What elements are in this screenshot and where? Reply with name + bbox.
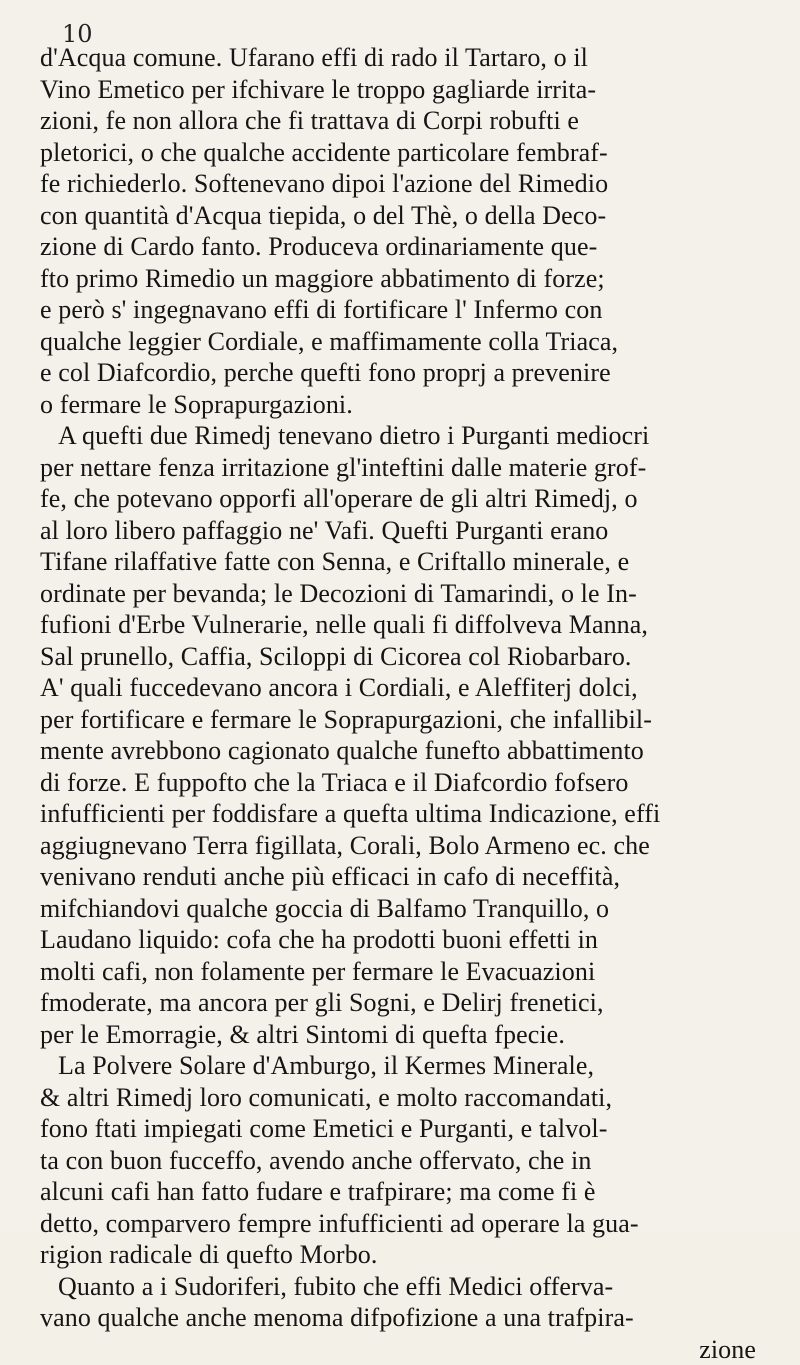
paragraph-start-line: A quefti due Rimedj tenevano dietro i Purganti mediocri (40, 420, 782, 452)
text-line: zione di Cardo fanto. Produceva ordinariamente que- (40, 231, 782, 263)
text-line: e però s' ingegnavano effi di fortificare l' Infermo con (40, 294, 782, 326)
text-line: per fortificare e fermare le Soprapurgazioni, che infallibil- (40, 704, 782, 736)
text-line: ta con buon fucceffo, avendo anche offervato, che in (40, 1145, 782, 1177)
text-line: Laudano liquido: cofa che ha prodotti buoni effetti in (40, 924, 782, 956)
text-line: o fermare le Soprapurgazioni. (40, 389, 782, 421)
text-line: fe, che potevano opporfi all'operare de gli altri Rimedj, o (40, 483, 782, 515)
text-line: fufioni d'Erbe Vulnerarie, nelle quali fi diffolveva Manna, (40, 609, 782, 641)
text-line: venivano renduti anche più efficaci in cafo di neceffità, (40, 861, 782, 893)
text-line: fono ftati impiegati come Emetici e Purganti, e talvol- (40, 1113, 782, 1145)
text-line: per nettare fenza irritazione gl'inteftini dalle materie grof- (40, 452, 782, 484)
text-line: zioni, fe non allora che fi trattava di Corpi robufti e (40, 105, 782, 137)
text-line: molti cafi, non folamente per fermare le Evacuazioni (40, 956, 782, 988)
paragraph-start-line: Quanto a i Sudoriferi, fubito che effi Medici offerva- (40, 1271, 782, 1303)
text-line: rigion radicale di quefto Morbo. (40, 1239, 782, 1271)
text-line: per le Emorragie, & altri Sintomi di quefta fpecie. (40, 1019, 782, 1051)
text-line: pletorici, o che qualche accidente particolare fembraf- (40, 137, 782, 169)
body-text (40, 42, 782, 1365)
text-line: e col Diafcordio, perche quefti fono proprj a prevenire (40, 357, 782, 389)
text-line: A' quali fuccedevano ancora i Cordiali, e Aleffiterj dolci, (40, 672, 782, 704)
text-line: Vino Emetico per ifchivare le troppo gagliarde irrita- (40, 74, 782, 106)
text-line: & altri Rimedj loro comunicati, e molto raccomandati, (40, 1082, 782, 1114)
text-line: Tifane rilaffative fatte con Senna, e Criftallo minerale, e (40, 546, 782, 578)
text-line: aggiugnevano Terra figillata, Corali, Bolo Armeno ec. che (40, 830, 782, 862)
paragraph-start-line: La Polvere Solare d'Amburgo, il Kermes Minerale, (40, 1050, 782, 1082)
text-line: con quantità d'Acqua tiepida, o del Thè, o della Deco- (40, 200, 782, 232)
text-line: detto, comparvero fempre infufficienti ad operare la gua- (40, 1208, 782, 1240)
text-line: infufficienti per foddisfare a quefta ultima Indicazione, effi (40, 798, 782, 830)
text-line: d'Acqua comune. Ufarano effi di rado il Tartaro, o il (40, 42, 782, 74)
text-line: vano qualche anche menoma difpofizione a una trafpira- (40, 1302, 782, 1334)
text-line: fe richiederlo. Softenevano dipoi l'azione del Rimedio (40, 168, 782, 200)
text-line: fto primo Rimedio un maggiore abbatimento di forze; (40, 263, 782, 295)
text-line: Sal prunello, Caffia, Sciloppi di Cicorea col Riobarbaro. (40, 641, 782, 673)
text-line: qualche leggier Cordiale, e maffimamente colla Triaca, (40, 326, 782, 358)
text-line: al loro libero paffaggio ne' Vafi. Quefti Purganti erano (40, 515, 782, 547)
text-line: fmoderate, ma ancora per gli Sogni, e Delirj frenetici, (40, 987, 782, 1019)
text-line: mente avrebbono cagionato qualche funefto abbattimento (40, 735, 782, 767)
text-line: alcuni cafi han fatto fudare e trafpirare; ma come fi è (40, 1176, 782, 1208)
text-line: ordinate per bevanda; le Decozioni di Tamarindi, o le In- (40, 578, 782, 610)
page-number: 10 (62, 22, 93, 46)
catchword: zione (40, 1334, 782, 1365)
text-line: di forze. E fuppofto che la Triaca e il Diafcordio fofsero (40, 767, 782, 799)
text-line: mifchiandovi qualche goccia di Balfamo Tranquillo, o (40, 893, 782, 925)
